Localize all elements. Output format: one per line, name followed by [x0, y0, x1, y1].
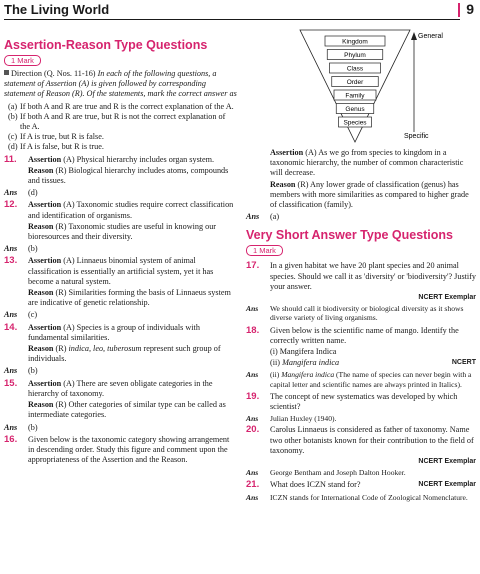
answer-16: Ans (a): [246, 212, 280, 222]
general-label: General: [418, 33, 443, 40]
ref-20: NCERT Exemplar: [418, 458, 476, 466]
question-11: 11. Assertion (A) Physical hierarchy includes organ system. Reason (R) Biological hierarchy includes atoms, compounds and tissues.: [4, 153, 229, 186]
left-column: [4, 38, 237, 466]
question-16-statements: Assertion (A) As we go from species to kingdom in a taxonomic hierarchy, the number of common characteristic will decrease. Reason (R) Any lower grade of classification (genus) has members with more similarities as compared to higher grade of classification (family).: [270, 148, 469, 210]
level-label-kingdom: Kingdom: [342, 38, 368, 46]
marks-badge-2: 1 Mark: [246, 245, 283, 256]
answer-11: Ans (d): [4, 188, 38, 198]
answer-14: Ans (b): [4, 366, 38, 376]
option-d: (d) If A is false, but R is true.: [8, 142, 104, 152]
answer-18: Ans (ii) Mangifera indica (The name of species can never begin with a capital letter and scientific names are always printed in Italics).: [246, 370, 472, 389]
question-18: 18. Given below is the scientific name of mango. Identify the correctly written name. (i) Mangifera Indica NCERT (ii) Mangifera indica: [246, 324, 476, 368]
level-label-species: Species: [343, 119, 367, 127]
answer-15: Ans (b): [4, 422, 38, 432]
question-17: 17. In a given habitat we have 20 plant species and 20 animal species. Should we call it as 'diversity' or 'biodiversity'? Justify your answer.: [246, 260, 477, 291]
option-a: (a) If both A and R are true and R is the correct explanation of the A.: [8, 101, 234, 111]
question-21: 21. NCERT Exemplar What does ICZN stand for?: [246, 479, 476, 491]
direction-text: Direction (Q. Nos. 11-16) In each of the following questions, a statement of Assertion (A) is given followed by corresponding statement of Reason (R). Of the statements, mark the correct answer as: [4, 69, 237, 99]
question-16: 16. Given below is the taxonomic category showing arrangement in descending order. Study this figure and comment upon the appropriateness of the Assertion and the Reason.: [4, 433, 230, 465]
answer-12: Ans (b): [4, 244, 38, 254]
question-19: 19. The concept of new systematics was developed by which scientist?: [246, 390, 458, 412]
section-title-assertion-reason: Assertion-Reason Type Questions: [4, 38, 208, 52]
question-15: 15. Assertion (A) There are seven obligate categories in the hierarchy of taxonomy. Reason (R) Other categories of similar type can be called as intermediate categories.: [4, 377, 226, 420]
page-number: 9: [466, 1, 474, 17]
page-number-bar: [458, 3, 460, 17]
answer-21: Ans ICZN stands for International Code of Zoological Nomenclature.: [246, 492, 468, 502]
answer-13: Ans (c): [4, 310, 38, 320]
right-column: [246, 28, 476, 502]
question-20: 20. Carolus Linnaeus is considered as father of taxonomy. Name two other botanists known for their contribution to the field of taxonomy.: [246, 424, 474, 455]
option-c: (c) If A is true, but R is false.: [8, 132, 104, 142]
level-label-class: Class: [346, 65, 364, 73]
answer-20: Ans George Bentham and Joseph Dalton Hooker.: [246, 468, 406, 478]
page-header: [4, 2, 476, 18]
answer-17: Ans We should call it biodiversity or biological diversity as it shows diverse variety of living organisms.: [246, 304, 464, 323]
chapter-title: The Living World: [4, 2, 110, 17]
hierarchy-svg: [246, 28, 476, 146]
answer-19: Ans Julian Huxley (1940).: [246, 414, 337, 424]
level-label-phylum: Phylum: [344, 52, 366, 60]
level-label-family: Family: [345, 92, 365, 100]
level-label-genus: Genus: [345, 106, 365, 114]
question-13: 13. Assertion (A) Linnaeus binomial system of animal classification is essentially an artificial system, yet it has become a natural system. Reason (R) Similarities forming the basis of Linnaeus system are indicative of genetic relationship.: [4, 255, 231, 308]
question-12: 12. Assertion (A) Taxonomic studies require correct classification and identification of organisms. Reason (R) Taxonomic studies are useful in knowing our bioresources and their diversity.: [4, 199, 234, 242]
ref-17: NCERT Exemplar: [418, 294, 476, 302]
question-14: 14. Assertion (A) Species is a group of individuals with fundamental similarities. Reason (R) indica, leo, tuberosum represent such group of individuals.: [4, 321, 221, 364]
header-rule: [4, 19, 460, 20]
specific-label: Specific: [404, 133, 429, 140]
taxonomic-hierarchy-diagram: [246, 28, 476, 146]
marks-badge: 1 Mark: [4, 55, 41, 66]
section-title-very-short: Very Short Answer Type Questions: [246, 228, 454, 243]
level-label-order: Order: [346, 79, 364, 87]
square-bullet-icon: [4, 70, 9, 75]
option-b: (b) If both A and R are true, but R is not the correct explanation of the A.: [8, 111, 226, 132]
